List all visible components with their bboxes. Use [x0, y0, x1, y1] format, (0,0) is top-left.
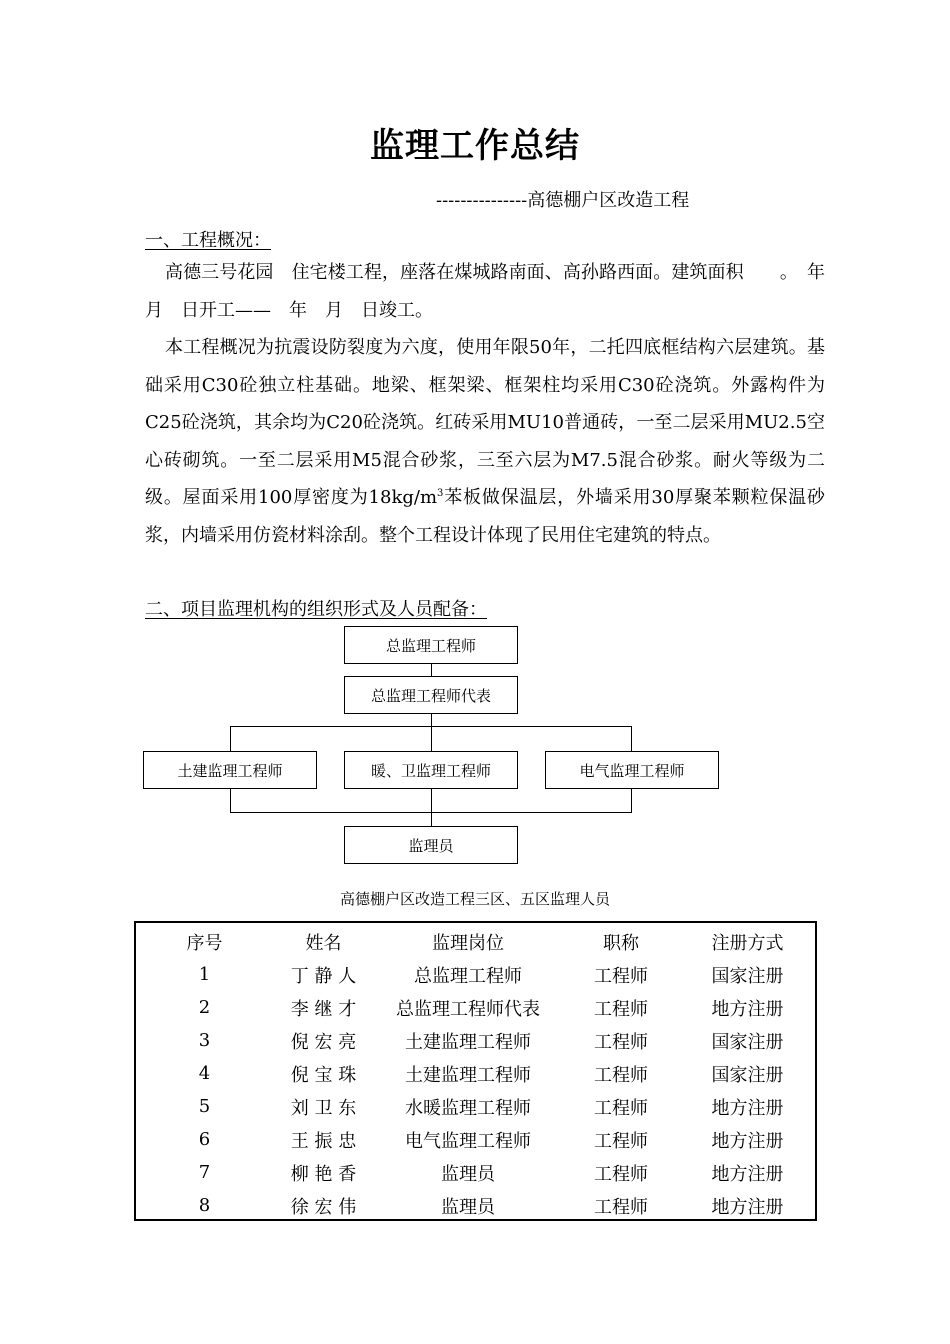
table-cell: 7	[198, 1162, 211, 1183]
project-subtitle: ---------------高德棚户区改造工程	[436, 190, 690, 211]
table-cell: 工程师	[594, 1031, 648, 1053]
table-cell: 丁 静 人	[290, 965, 357, 987]
org-box-civil: 土建监理工程师	[143, 751, 317, 789]
table-row	[136, 958, 815, 991]
connector-line	[230, 812, 632, 813]
table-cell: 倪 宏 亮	[290, 1031, 357, 1053]
table-cell: 王 振 忠	[290, 1130, 357, 1152]
table-row	[136, 1024, 815, 1057]
table-cell: 工程师	[594, 965, 648, 987]
table-caption: 高德棚户区改造工程三区、五区监理人员	[339, 890, 610, 908]
table-cell: 工程师	[594, 1130, 648, 1152]
table-cell: 国家注册	[711, 965, 784, 987]
table-cell: 国家注册	[711, 1031, 784, 1053]
org-box-chief-engineer: 总监理工程师	[344, 626, 518, 664]
table-row	[136, 1156, 815, 1189]
table-cell: 土建监理工程师	[405, 1064, 531, 1086]
table-cell: 徐 宏 伟	[290, 1196, 357, 1218]
table-cell: 8	[198, 1195, 211, 1216]
table-cell: 工程师	[594, 1163, 648, 1185]
table-cell: 监理员	[441, 1196, 495, 1218]
table-cell: 地方注册	[711, 998, 784, 1020]
table-cell: 2	[198, 997, 211, 1018]
table-header-row	[136, 925, 815, 958]
para2-text-a: 本工程概况为抗震设防裂度为六度，使用年限50年，二托四底框结构六层建筑。基础采用C30砼独立柱基础。地梁、框架梁、框架柱均采用C30砼浇筑。外露构件为C25砼浇筑，其余均为C20砼浇筑。红砖采用MU10普通砖，一至二层采用MU2.5空心砖砌筑。一至二层采用M5混合砂浆，三至六层为M7.5混合砂浆。耐火等级为二级。屋面采用100厚密度为18kg/m	[145, 337, 825, 508]
connector-line	[431, 713, 432, 752]
table-cell: 地方注册	[711, 1130, 784, 1152]
page-title: 监理工作总结	[370, 126, 580, 166]
table-cell: 倪 宝 珠	[290, 1064, 357, 1086]
table-cell: 国家注册	[711, 1064, 784, 1086]
connector-line	[230, 726, 632, 727]
table-cell: 总监理工程师	[414, 965, 522, 987]
table-cell: 地方注册	[711, 1097, 784, 1119]
org-box-inspector: 监理员	[344, 826, 518, 864]
staff-table	[134, 921, 817, 1221]
table-cell: 水暖监理工程师	[405, 1097, 531, 1119]
connector-line	[631, 726, 632, 752]
connector-line	[230, 788, 231, 813]
table-cell: 工程师	[594, 1064, 648, 1086]
table-cell: 工程师	[594, 1196, 648, 1218]
section1-para1: 高德三号花园 住宅楼工程，座落在煤城路南面、高孙路西面。建筑面积 。 年 月 日开工—— 年 月 日竣工。	[145, 262, 843, 321]
superscript: 3	[437, 488, 444, 499]
org-box-deputy: 总监理工程师代表	[344, 676, 518, 714]
table-cell: 5	[198, 1096, 211, 1117]
table-cell: 柳 艳 香	[290, 1163, 357, 1185]
table-cell: 工程师	[594, 1097, 648, 1119]
header-cell: 姓名	[305, 932, 342, 954]
table-row	[136, 1090, 815, 1123]
connector-line	[431, 663, 432, 676]
table-cell: 刘 卫 东	[290, 1097, 357, 1119]
table-cell: 监理员	[441, 1163, 495, 1185]
section2-heading: 二、项目监理机构的组织形式及人员配备：	[145, 599, 487, 620]
para2-text-b: 苯板做保温层，外墙采用30厚聚苯颗粒保温砂浆，内墙采用仿瓷材料涂刮。整个工程设计体现了民用住宅建筑的特点。	[145, 487, 825, 546]
table-cell: 地方注册	[711, 1163, 784, 1185]
table-cell: 1	[198, 964, 211, 985]
table-row	[136, 1189, 815, 1222]
header-cell: 职称	[603, 932, 639, 954]
table-cell: 电气监理工程师	[405, 1130, 531, 1152]
table-cell: 地方注册	[711, 1196, 784, 1218]
section1-para2	[145, 329, 825, 554]
table-cell: 工程师	[594, 998, 648, 1020]
header-cell: 监理岗位	[432, 932, 504, 954]
table-cell: 李 继 才	[290, 998, 357, 1020]
connector-line	[631, 788, 632, 813]
connector-line	[230, 726, 231, 752]
table-cell: 4	[198, 1063, 211, 1084]
table-row	[136, 1057, 815, 1090]
table-cell: 3	[198, 1030, 211, 1051]
table-cell: 土建监理工程师	[405, 1031, 531, 1053]
table-cell: 6	[198, 1129, 211, 1150]
header-cell: 注册方式	[711, 932, 784, 954]
org-box-hvac: 暖、卫监理工程师	[344, 751, 518, 789]
org-box-electrical: 电气监理工程师	[545, 751, 719, 789]
header-cell: 序号	[186, 932, 223, 954]
section1-heading: 一、工程概况：	[145, 230, 271, 251]
table-row	[136, 991, 815, 1024]
table-cell: 总监理工程师代表	[396, 998, 540, 1020]
table-row	[136, 1123, 815, 1156]
connector-line	[431, 788, 432, 826]
